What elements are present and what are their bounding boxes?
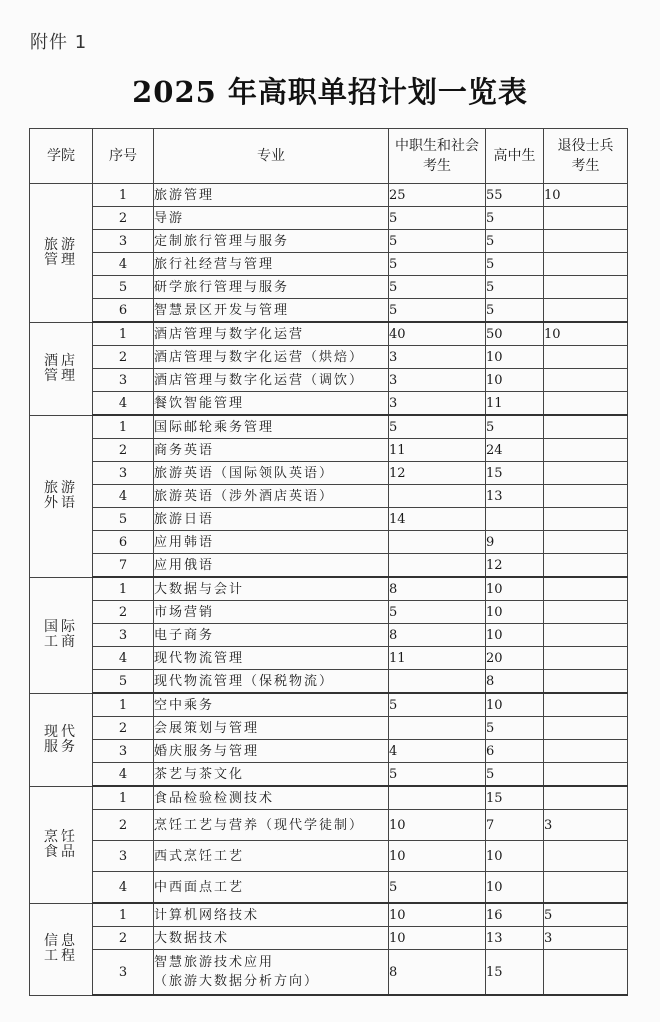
high-school-quota-cell: 10 [486, 872, 544, 904]
seq-cell: 3 [93, 841, 154, 872]
veteran-quota-cell [544, 554, 628, 578]
college-cell: 信息 工程 [30, 903, 93, 995]
seq-cell: 2 [93, 346, 154, 369]
major-cell: 酒店管理与数字化运营（调饮） [154, 369, 389, 392]
college-cell: 旅游 外语 [30, 415, 93, 577]
seq-cell: 6 [93, 531, 154, 554]
major-cell: 西式烹饪工艺 [154, 841, 389, 872]
seq-cell: 3 [93, 462, 154, 485]
table-row [30, 624, 628, 647]
seq-cell: 5 [93, 670, 154, 694]
table-row [30, 554, 628, 578]
veteran-quota-cell [544, 740, 628, 763]
table-row [30, 763, 628, 787]
attachment-label: 附件 1 [30, 32, 88, 53]
high-school-quota-cell: 5 [486, 276, 544, 299]
high-school-quota-cell: 7 [486, 810, 544, 841]
vocational-quota-cell [389, 670, 486, 694]
major-cell: 国际邮轮乘务管理 [154, 415, 389, 439]
major-cell: 应用俄语 [154, 554, 389, 578]
major-cell: 计算机网络技术 [154, 903, 389, 927]
seq-cell: 7 [93, 554, 154, 578]
table-row [30, 415, 628, 439]
major-cell: 商务英语 [154, 439, 389, 462]
table-body [30, 184, 628, 996]
high-school-quota-cell: 10 [486, 624, 544, 647]
seq-cell: 1 [93, 786, 154, 810]
vocational-quota-cell: 3 [389, 392, 486, 416]
high-school-quota-cell: 5 [486, 230, 544, 253]
table-row [30, 927, 628, 950]
high-school-quota-cell: 50 [486, 322, 544, 346]
seq-cell: 1 [93, 903, 154, 927]
major-cell: 大数据与会计 [154, 577, 389, 601]
vocational-quota-cell: 5 [389, 415, 486, 439]
major-cell: 电子商务 [154, 624, 389, 647]
college-cell: 现代 服务 [30, 693, 93, 786]
high-school-quota-cell: 13 [486, 927, 544, 950]
table-row [30, 369, 628, 392]
vocational-quota-cell: 5 [389, 872, 486, 904]
table-row [30, 299, 628, 323]
high-school-quota-cell: 10 [486, 841, 544, 872]
table-row [30, 439, 628, 462]
seq-cell: 4 [93, 485, 154, 508]
veteran-quota-cell [544, 276, 628, 299]
table-row [30, 184, 628, 207]
table-row [30, 740, 628, 763]
veteran-quota-cell [544, 841, 628, 872]
seq-cell: 5 [93, 508, 154, 531]
table-row [30, 786, 628, 810]
major-cell: 现代物流管理 [154, 647, 389, 670]
vocational-quota-cell: 5 [389, 276, 486, 299]
seq-cell: 4 [93, 647, 154, 670]
seq-cell: 2 [93, 927, 154, 950]
table-row [30, 810, 628, 841]
veteran-quota-cell [544, 369, 628, 392]
major-cell: 酒店管理与数字化运营 [154, 322, 389, 346]
veteran-quota-cell [544, 786, 628, 810]
major-cell: 市场营销 [154, 601, 389, 624]
major-cell: 食品检验检测技术 [154, 786, 389, 810]
major-cell: 应用韩语 [154, 531, 389, 554]
document-title: 2025 年高职单招计划一览表 [132, 75, 528, 109]
header-seq: 序号 [93, 129, 154, 184]
table-row [30, 872, 628, 904]
table-row [30, 693, 628, 717]
vocational-quota-cell: 8 [389, 624, 486, 647]
major-cell: 空中乘务 [154, 693, 389, 717]
veteran-quota-cell: 10 [544, 184, 628, 207]
veteran-quota-cell [544, 508, 628, 531]
major-cell: 旅游英语（涉外酒店英语） [154, 485, 389, 508]
table-row [30, 508, 628, 531]
major-cell: 智慧旅游技术应用 （旅游大数据分析方向） [154, 950, 389, 996]
seq-cell: 4 [93, 872, 154, 904]
vocational-quota-cell [389, 717, 486, 740]
college-cell: 国际 工商 [30, 577, 93, 693]
veteran-quota-cell [544, 299, 628, 323]
vocational-quota-cell: 11 [389, 647, 486, 670]
college-cell: 烹饪 食品 [30, 786, 93, 903]
high-school-quota-cell: 6 [486, 740, 544, 763]
seq-cell: 3 [93, 369, 154, 392]
major-cell: 旅游管理 [154, 184, 389, 207]
major-cell: 旅行社经营与管理 [154, 253, 389, 276]
header-vocational: 中职生和社会考生 [389, 129, 486, 184]
veteran-quota-cell [544, 230, 628, 253]
seq-cell: 4 [93, 763, 154, 787]
high-school-quota-cell: 10 [486, 693, 544, 717]
vocational-quota-cell: 12 [389, 462, 486, 485]
header-college: 学院 [30, 129, 93, 184]
major-cell: 大数据技术 [154, 927, 389, 950]
seq-cell: 1 [93, 415, 154, 439]
vocational-quota-cell: 10 [389, 810, 486, 841]
seq-cell: 3 [93, 230, 154, 253]
seq-cell: 3 [93, 624, 154, 647]
seq-cell: 4 [93, 253, 154, 276]
major-cell: 研学旅行管理与服务 [154, 276, 389, 299]
high-school-quota-cell: 5 [486, 299, 544, 323]
major-cell: 中西面点工艺 [154, 872, 389, 904]
table-row [30, 207, 628, 230]
seq-cell: 1 [93, 322, 154, 346]
veteran-quota-cell [544, 485, 628, 508]
vocational-quota-cell [389, 554, 486, 578]
major-cell: 烹饪工艺与营养（现代学徒制） [154, 810, 389, 841]
table-row [30, 950, 628, 996]
veteran-quota-cell [544, 577, 628, 601]
high-school-quota-cell: 11 [486, 392, 544, 416]
high-school-quota-cell: 15 [486, 462, 544, 485]
high-school-quota-cell: 5 [486, 763, 544, 787]
high-school-quota-cell: 24 [486, 439, 544, 462]
high-school-quota-cell: 8 [486, 670, 544, 694]
high-school-quota-cell [486, 508, 544, 531]
veteran-quota-cell [544, 717, 628, 740]
veteran-quota-cell [544, 253, 628, 276]
header-veteran: 退役士兵考生 [544, 129, 628, 184]
major-cell: 会展策划与管理 [154, 717, 389, 740]
vocational-quota-cell: 10 [389, 927, 486, 950]
high-school-quota-cell: 5 [486, 207, 544, 230]
table-row [30, 230, 628, 253]
vocational-quota-cell: 5 [389, 230, 486, 253]
major-cell: 现代物流管理（保税物流） [154, 670, 389, 694]
veteran-quota-cell [544, 763, 628, 787]
vocational-quota-cell: 5 [389, 693, 486, 717]
vocational-quota-cell: 5 [389, 207, 486, 230]
veteran-quota-cell [544, 670, 628, 694]
veteran-quota-cell: 3 [544, 927, 628, 950]
table-row [30, 647, 628, 670]
vocational-quota-cell: 40 [389, 322, 486, 346]
table-row [30, 276, 628, 299]
vocational-quota-cell: 5 [389, 601, 486, 624]
high-school-quota-cell: 10 [486, 369, 544, 392]
table-row [30, 485, 628, 508]
high-school-quota-cell: 5 [486, 717, 544, 740]
veteran-quota-cell: 5 [544, 903, 628, 927]
veteran-quota-cell [544, 439, 628, 462]
vocational-quota-cell: 11 [389, 439, 486, 462]
vocational-quota-cell: 3 [389, 346, 486, 369]
vocational-quota-cell [389, 531, 486, 554]
seq-cell: 3 [93, 740, 154, 763]
high-school-quota-cell: 55 [486, 184, 544, 207]
veteran-quota-cell [544, 601, 628, 624]
major-cell: 茶艺与茶文化 [154, 763, 389, 787]
high-school-quota-cell: 5 [486, 253, 544, 276]
enrollment-plan-table [29, 128, 628, 996]
vocational-quota-cell: 14 [389, 508, 486, 531]
major-cell: 旅游日语 [154, 508, 389, 531]
seq-cell: 2 [93, 207, 154, 230]
seq-cell: 2 [93, 439, 154, 462]
high-school-quota-cell: 16 [486, 903, 544, 927]
table-row [30, 903, 628, 927]
major-cell: 旅游英语（国际领队英语） [154, 462, 389, 485]
seq-cell: 1 [93, 184, 154, 207]
high-school-quota-cell: 15 [486, 786, 544, 810]
seq-cell: 3 [93, 950, 154, 996]
table-row [30, 577, 628, 601]
major-cell: 导游 [154, 207, 389, 230]
veteran-quota-cell [544, 462, 628, 485]
high-school-quota-cell: 12 [486, 554, 544, 578]
veteran-quota-cell [544, 415, 628, 439]
vocational-quota-cell: 5 [389, 253, 486, 276]
major-cell: 餐饮智能管理 [154, 392, 389, 416]
table-row [30, 717, 628, 740]
veteran-quota-cell [544, 693, 628, 717]
seq-cell: 2 [93, 601, 154, 624]
vocational-quota-cell: 5 [389, 763, 486, 787]
major-cell: 定制旅行管理与服务 [154, 230, 389, 253]
table-row [30, 253, 628, 276]
seq-cell: 1 [93, 577, 154, 601]
high-school-quota-cell: 10 [486, 601, 544, 624]
vocational-quota-cell: 25 [389, 184, 486, 207]
veteran-quota-cell [544, 950, 628, 996]
header-major: 专业 [154, 129, 389, 184]
vocational-quota-cell: 5 [389, 299, 486, 323]
seq-cell: 2 [93, 717, 154, 740]
major-cell: 酒店管理与数字化运营（烘焙） [154, 346, 389, 369]
table-row [30, 601, 628, 624]
vocational-quota-cell [389, 786, 486, 810]
vocational-quota-cell: 10 [389, 903, 486, 927]
veteran-quota-cell [544, 346, 628, 369]
high-school-quota-cell: 20 [486, 647, 544, 670]
table-row [30, 670, 628, 694]
table-row [30, 462, 628, 485]
seq-cell: 6 [93, 299, 154, 323]
vocational-quota-cell [389, 485, 486, 508]
table-row [30, 346, 628, 369]
high-school-quota-cell: 10 [486, 346, 544, 369]
table-row [30, 392, 628, 416]
table-row [30, 841, 628, 872]
college-cell: 酒店 管理 [30, 322, 93, 415]
seq-cell: 1 [93, 693, 154, 717]
vocational-quota-cell: 3 [389, 369, 486, 392]
high-school-quota-cell: 9 [486, 531, 544, 554]
veteran-quota-cell [544, 647, 628, 670]
vocational-quota-cell: 4 [389, 740, 486, 763]
vocational-quota-cell: 8 [389, 950, 486, 996]
veteran-quota-cell [544, 624, 628, 647]
veteran-quota-cell [544, 872, 628, 904]
seq-cell: 2 [93, 810, 154, 841]
major-cell: 智慧景区开发与管理 [154, 299, 389, 323]
header-high-school: 高中生 [486, 129, 544, 184]
veteran-quota-cell [544, 207, 628, 230]
seq-cell: 4 [93, 392, 154, 416]
veteran-quota-cell [544, 531, 628, 554]
table-header-row [30, 129, 628, 184]
veteran-quota-cell: 10 [544, 322, 628, 346]
high-school-quota-cell: 5 [486, 415, 544, 439]
vocational-quota-cell: 10 [389, 841, 486, 872]
vocational-quota-cell: 8 [389, 577, 486, 601]
high-school-quota-cell: 15 [486, 950, 544, 996]
major-cell: 婚庆服务与管理 [154, 740, 389, 763]
veteran-quota-cell: 3 [544, 810, 628, 841]
table-row [30, 322, 628, 346]
table-row [30, 531, 628, 554]
veteran-quota-cell [544, 392, 628, 416]
college-cell: 旅游 管理 [30, 184, 93, 323]
high-school-quota-cell: 13 [486, 485, 544, 508]
seq-cell: 5 [93, 276, 154, 299]
high-school-quota-cell: 10 [486, 577, 544, 601]
